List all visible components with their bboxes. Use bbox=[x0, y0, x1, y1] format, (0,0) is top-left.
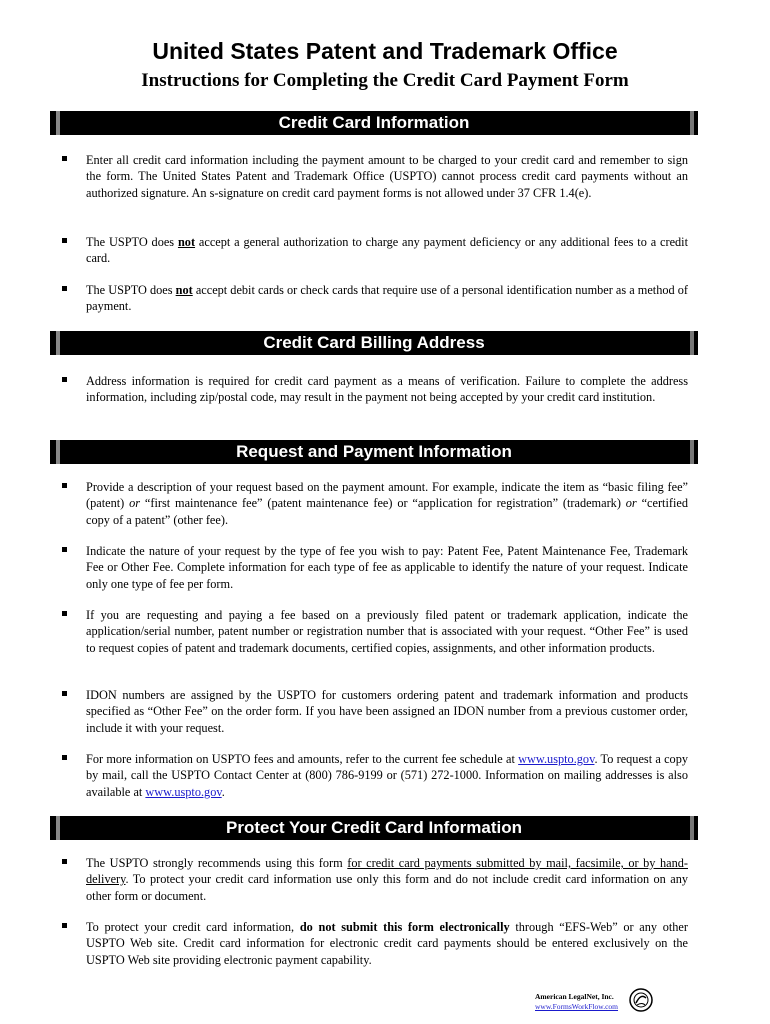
bullet-icon bbox=[62, 238, 67, 243]
section-heading-request-payment: Request and Payment Information bbox=[50, 440, 698, 464]
footer-logo bbox=[535, 988, 655, 1016]
list-item bbox=[62, 282, 688, 315]
list-item-text: Indicate the nature of your request by the type of fee you wish to pay: Patent Fee, Patent Maintenance Fee, Trademark Fee or Other Fee. Complete information for each type of fee as applicable to identify the nature of your request. Indicate only one type of fee per form. bbox=[86, 544, 688, 591]
section-heading-credit-card-information: Credit Card Information bbox=[50, 111, 698, 135]
footer-url-link[interactable]: www.FormsWorkFlow.com bbox=[535, 1002, 619, 1011]
list-item bbox=[62, 919, 688, 968]
section-heading-protect-card: Protect Your Credit Card Information bbox=[50, 816, 698, 840]
bullet-icon bbox=[62, 611, 67, 616]
page-title: United States Patent and Trademark Office bbox=[152, 38, 618, 64]
bullet-icon bbox=[62, 377, 67, 382]
logo-emblem-icon bbox=[629, 988, 653, 1012]
bullet-icon bbox=[62, 923, 67, 928]
bullet-icon bbox=[62, 859, 67, 864]
uspto-link[interactable]: www.uspto.gov bbox=[518, 752, 595, 766]
list-item-text: For more information on USPTO fees and amounts, refer to the current fee schedule at www.uspto.gov. To request a copy by mail, call the USPTO Contact Center at (800) 786-9199 or (571) 272-1000. Information on mailing addresses is also available at www.uspto.gov. bbox=[86, 752, 688, 799]
list-item-text: The USPTO does not accept a general authorization to charge any payment deficiency or any additional fees to a credit card. bbox=[86, 235, 689, 266]
list-item bbox=[62, 479, 688, 528]
section-heading-billing-address: Credit Card Billing Address bbox=[50, 331, 698, 355]
list-item-text: The USPTO strongly recommends using this form for credit card payments submitted by mail, facsimile, or by hand-delivery. To protect your credit card information use only this form and do not include credit card information on any other form or document. bbox=[86, 856, 688, 903]
page-subtitle: Instructions for Completing the Credit Card Payment Form bbox=[141, 70, 629, 91]
uspto-link[interactable]: www.uspto.gov bbox=[145, 784, 222, 799]
list-item bbox=[62, 687, 688, 736]
list-item-text: Provide a description of your request based on the payment amount. For example, indicate the item as “basic filing fee” (patent) or “first maintenance fee” (patent maintenance fee) or “application for registration” (trademark) or “certified copy of a patent” (other fee). bbox=[86, 480, 688, 527]
list-item bbox=[62, 751, 688, 800]
bullet-icon bbox=[62, 286, 67, 291]
bullet-icon bbox=[62, 755, 67, 760]
list-item-text: If you are requesting and paying a fee based on a previously filed patent or trademark application, indicate the application/serial number, patent number or registration number that is associated with your request. “Other Fee” is used to request copies of patent and trademark documents, certified copies, assignments, and other information products. bbox=[86, 608, 688, 655]
bullet-icon bbox=[62, 691, 67, 696]
list-item bbox=[62, 607, 688, 656]
list-item bbox=[62, 152, 688, 201]
list-item bbox=[62, 234, 688, 267]
list-item-text: To protect your credit card information, do not submit this form electronically through “EFS-Web” or any other USPTO Web site. Credit card information for electronic credit card payments should be entered exclusively on the USPTO Web site providing electronic payment capability. bbox=[86, 920, 688, 967]
list-item-text: The USPTO does not accept debit cards or check cards that require use of a personal identification number as a method of payment. bbox=[86, 283, 688, 314]
list-item-text: Enter all credit card information including the payment amount to be charged to your credit card and remember to sign the form. The United States Patent and Trademark Office (USPTO) cannot process credit card payments without an authorized signature. An s-signature on credit card payment forms is not allowed under 37 CFR 1.4(e). bbox=[86, 153, 688, 200]
bullet-icon bbox=[62, 156, 67, 161]
footer-company-name: American LegalNet, Inc. bbox=[535, 992, 614, 1001]
bullet-icon bbox=[62, 483, 67, 488]
list-item bbox=[62, 855, 688, 904]
list-item-text: IDON numbers are assigned by the USPTO for customers ordering patent and trademark information and products specified as “Other Fee” on the order form. If you have been assigned an IDON number from a previous customer order, include it with your request. bbox=[86, 688, 688, 735]
list-item bbox=[62, 543, 688, 592]
list-item bbox=[62, 373, 688, 406]
list-item-text: Address information is required for credit card payment as a means of verification. Failure to complete the address information, including zip/postal code, may result in the payment not being accepted by your credit card institution. bbox=[86, 374, 688, 405]
bullet-icon bbox=[62, 547, 67, 552]
